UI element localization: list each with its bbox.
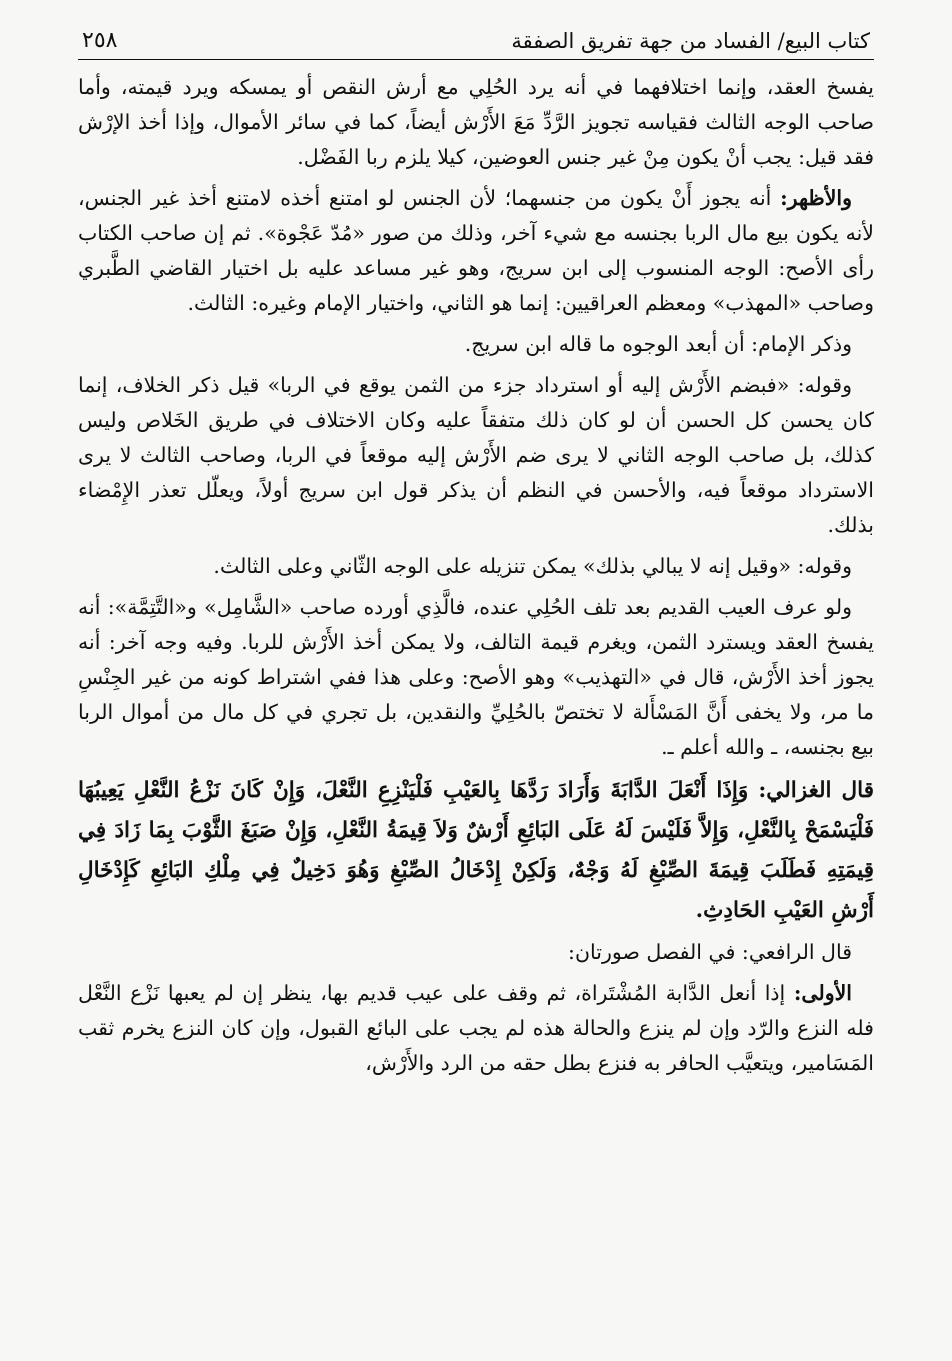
rafii-text: قال الرافعي: في الفصل صورتان: (568, 940, 852, 964)
paragraph-text: يفسخ العقد، وإنما اختلافهما في أنه يرد الحُلِي مع أرش النقص أو يمسكه ويرد قيمته، وأما صاحب الوجه الثالث فقياسه تجويز الرَّدِّ مَعَ الأَرْش أيضاً، كما في سائر الأموال، وإذا أخذ الإرْش فقد قيل: يجب أنْ يكون مِنْ غير جنس العوضين، كيلا يلزم ربا الفَضْل. (78, 75, 874, 169)
paragraph-text: وذكر الإمام: أن أبعد الوجوه ما قاله ابن سريج. (464, 332, 852, 356)
ghazali-text: وَإِذَا أَنْعَلَ الدَّابَةَ وَأَرَادَ رَدَّهَا بِالعَيْبِ فَلْيَنْزِعِ النَّعْلَ، وَإِنْ كَانَ نَزْعُ النَّعْلِ يَعِيبُهَا فَلْيَسْمَحْ بِالنَّعْلِ، وَإِلاَّ فَلَيْسَ لَهُ عَلَى البَائِعِ أَرْشٌ وَلاَ قِيمَةُ النَّعْلِ، وَإِنْ صَبَغَ الثَّوْبَ بِمَا زَادَ فِي قِيمَتِهِ فَطَلَبَ قِيمَةَ الصِّبْغِ لَهُ وَجْهٌ، وَلَكِنْ إِدْخَالُ الصِّبْغِ وَهُوَ دَخِيلٌ فِي مِلْكِ البَائِعِ كَإِدْخَالِ أَرْشِ العَيْبِ الحَادِثِ. (78, 778, 874, 923)
first-case-text: إذا أنعل الدَّابة المُشْتَراة، ثم وقف على عيب قديم بها، ينظر إن لم يعبها نَزْع النَّعْل فله النزع والرّد وإن لم ينزع والحالة هذه لم يجب على البائع القبول، وإن كان النزع يخرم ثقب المَسَامير، ويتعيَّب الحافر به فنزع بطل حقه من الرد والأَرْش، (78, 981, 874, 1075)
paragraph-4 (78, 368, 874, 543)
header-title: كتاب البيع/ الفساد من جهة تفريق الصفقة (511, 29, 870, 53)
first-case-lead: الأولى: (793, 981, 852, 1005)
paragraph-3 (78, 327, 874, 362)
paragraph-text: أنه يجوز أَنْ يكون من جنسهما؛ لأن الجنس لو امتنع أخذه لامتنع أخذ غير الجنس، لأنه يكون بيع مال الربا بجنسه مع شيء آخر، وذلك من صور «مُدّ عَجْوة». ثم إن صاحب الكتاب رأى الأصح: الوجه المنسوب إلى ابن سريج، وهو غير مساعد عليه بل اختيار القاضي الطَّبري وصاحب «المهذب» ومعظم العراقيين: إنما هو الثاني، واختيار الإمام وغيره: الثالث. (78, 186, 874, 315)
first-case-paragraph (78, 976, 874, 1081)
paragraph-1 (78, 70, 874, 175)
paragraph-6 (78, 590, 874, 765)
paragraph-text: وقوله: «فبضم الأَرْش إليه أو استرداد جزء من الثمن يوقع في الربا» قيل ذكر الخلاف، إنما كان يحسن كل الحسن أن لو كان ذلك متفقاً عليه وكان الاختلاف في طريق الخَلاص وليس كذلك، بل صاحب الوجه الثاني لا يرى ضم الأَرْش إليه موقعاً في الربا، وصاحب الثالث لا يرى الاسترداد موقعاً فيه، والأحسن في النظم أن يذكر قول ابن سريج أولاً، ويعلّل تعذر الإِمْضاء بذلك. (78, 373, 874, 537)
paragraph-text: وقوله: «وقيل إنه لا يبالي بذلك» يمكن تنزيله على الوجه الثّاني وعلى الثالث. (213, 554, 852, 578)
ghazali-lead: قال الغزالي: (758, 778, 874, 803)
paragraph-5 (78, 549, 874, 584)
paragraph-lead: والأظهر: (780, 186, 852, 210)
paragraph-2 (78, 181, 874, 321)
running-header (78, 28, 874, 60)
ghazali-quote (78, 771, 874, 931)
paragraph-text: ولو عرف العيب القديم بعد تلف الحُلِي عنده، فالَّذِي أورده صاحب «الشَّامِل» و«التَّتِمَّة»: أنه يفسخ العقد ويسترد الثمن، ويغرم قيمة التالف، ولا يمكن أخذ الأَرْش للربا. وفيه وجه آخر: أنه يجوز أخذ الأَرْش، قال في «التهذيب» وهو الأصح: وعلى هذا ففي اشتراط كونه من غير الجِنْسِ ما مر، ولا يخفى أَنَّ المَسْأَلة لا تختصّ بالحُلِيِّ والنقدين، بل تجري في كل مال من أموال الربا بيع بجنسه، ـ والله أعلم ـ. (78, 595, 874, 759)
page-number: ٢٥٨ (82, 28, 118, 53)
rafii-line (78, 935, 874, 970)
